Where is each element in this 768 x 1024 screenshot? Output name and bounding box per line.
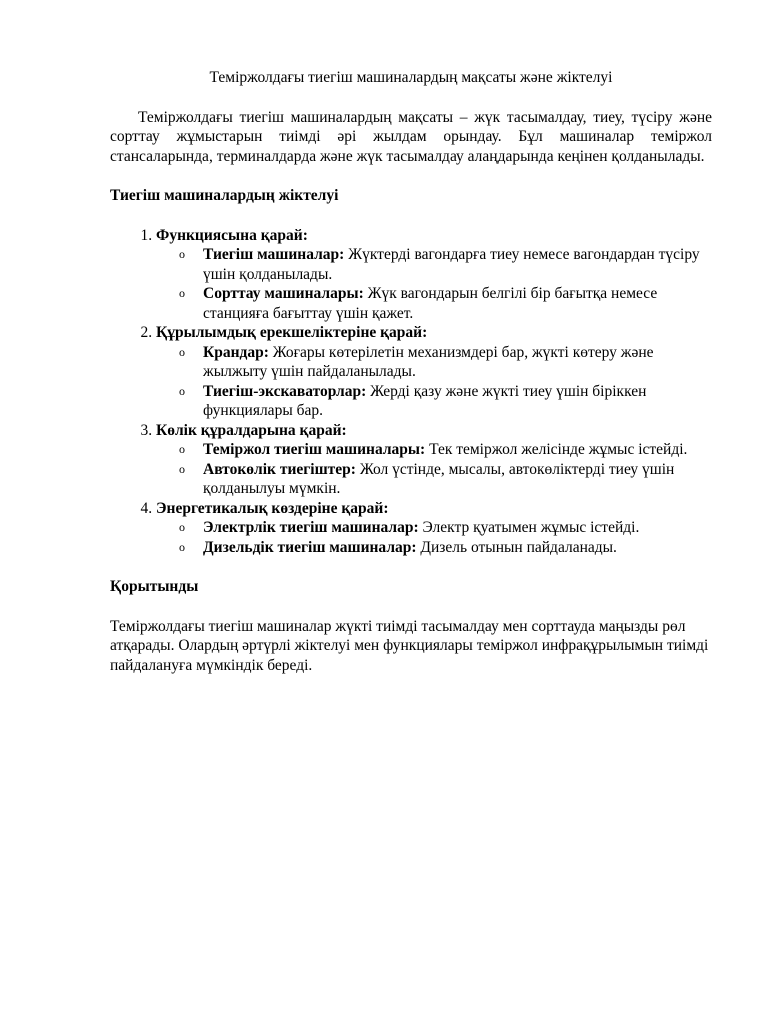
item-text: Жүк вагондарын белгілі бір бағытқа немесе станцияға бағыттау үшін қажет.	[203, 285, 658, 322]
sub-list	[156, 343, 712, 421]
bullet-circle-icon: o	[179, 344, 185, 359]
sub-list-item	[179, 538, 712, 558]
sub-list-item	[179, 284, 712, 323]
sub-list-item	[179, 382, 712, 421]
item-text: Жол үстінде, мысалы, автокөліктерді тиеу үшін қолданылуы мүмкін.	[203, 460, 675, 497]
document-title: Теміржолдағы тиегіш машиналардың мақсаты және жіктелуі	[209, 69, 613, 86]
category-label: Көлік құралдарына қарай:	[156, 421, 347, 439]
bullet-circle-icon: o	[179, 247, 185, 261]
item-text: Жоғары көтерілетін механизмдері бар, жүкті көтеру және жылжыту үшін пайдаланылады.	[203, 343, 654, 380]
sub-list-item	[179, 518, 712, 538]
category-label: Функциясына қарай:	[156, 226, 308, 244]
conclusion-heading: Қорытынды	[110, 578, 199, 595]
item-term: Автокөлік тиегіштер:	[203, 460, 356, 478]
bullet-circle-icon: o	[179, 539, 185, 554]
conclusion-paragraph: Теміржолдағы тиегіш машиналар жүкті тиімді тасымалдау мен сорттауда маңызды рөл атқарады. Олардың әртүрлі жіктелуі мен функциялары теміржол инфрақұрылымын тиімді пайдалануға мүмкіндік береді.	[110, 617, 709, 674]
item-text: Жерді қазу және жүкті тиеу үшін біріккен функциялары бар.	[203, 382, 647, 419]
sub-list-item	[179, 343, 712, 382]
category-item	[156, 323, 712, 421]
sub-list	[156, 440, 712, 499]
sub-list	[156, 245, 712, 323]
bullet-circle-icon: o	[179, 383, 185, 398]
item-term: Теміржол тиегіш машиналары:	[203, 441, 426, 458]
bullet-circle-icon: o	[179, 442, 185, 456]
sub-list	[156, 518, 712, 557]
classification-list	[110, 226, 712, 558]
sub-list-item	[179, 245, 712, 284]
category-item	[156, 499, 712, 558]
item-term: Сорттау машиналары:	[203, 285, 364, 302]
intro-paragraph: Теміржолдағы тиегіш машиналардың мақсаты – жүк тасымалдау, тиеу, түсіру және сорттау жұмыстарын тиімді әрі жылдам орындау. Бұл машиналар теміржол стансаларында, терминалдарда және жүк тасымалдау алаңдарында кеңінен қолданылады.	[110, 108, 712, 165]
bullet-circle-icon: o	[179, 461, 185, 476]
category-label: Энергетикалық көздеріне қарай:	[156, 499, 389, 517]
sub-list-item	[179, 460, 712, 499]
sub-list-item	[179, 440, 712, 460]
item-text: Тек теміржол желісінде жұмыс істейді.	[425, 441, 688, 458]
item-term: Электрлік тиегіш машиналар:	[203, 519, 419, 536]
category-label: Құрылымдық ерекшеліктеріне қарай:	[156, 324, 428, 341]
item-text: Жүктерді вагондарға тиеу немесе вагондардан түсіру үшін қолданылады.	[203, 246, 700, 283]
item-term: Крандар:	[203, 343, 269, 361]
item-term: Дизельдік тиегіш машиналар:	[203, 538, 417, 556]
bullet-circle-icon: o	[179, 520, 185, 534]
item-term: Тиегіш-экскаваторлар:	[203, 382, 367, 400]
item-term: Тиегіш машиналар:	[203, 246, 345, 263]
item-text: Дизель отынын пайдаланады.	[416, 538, 617, 556]
bullet-circle-icon: o	[179, 286, 185, 300]
category-item	[156, 421, 712, 499]
category-item	[156, 226, 712, 324]
classification-heading: Тиегіш машиналардың жіктелуі	[110, 187, 339, 204]
item-text: Электр қуатымен жұмыс істейді.	[418, 519, 640, 536]
